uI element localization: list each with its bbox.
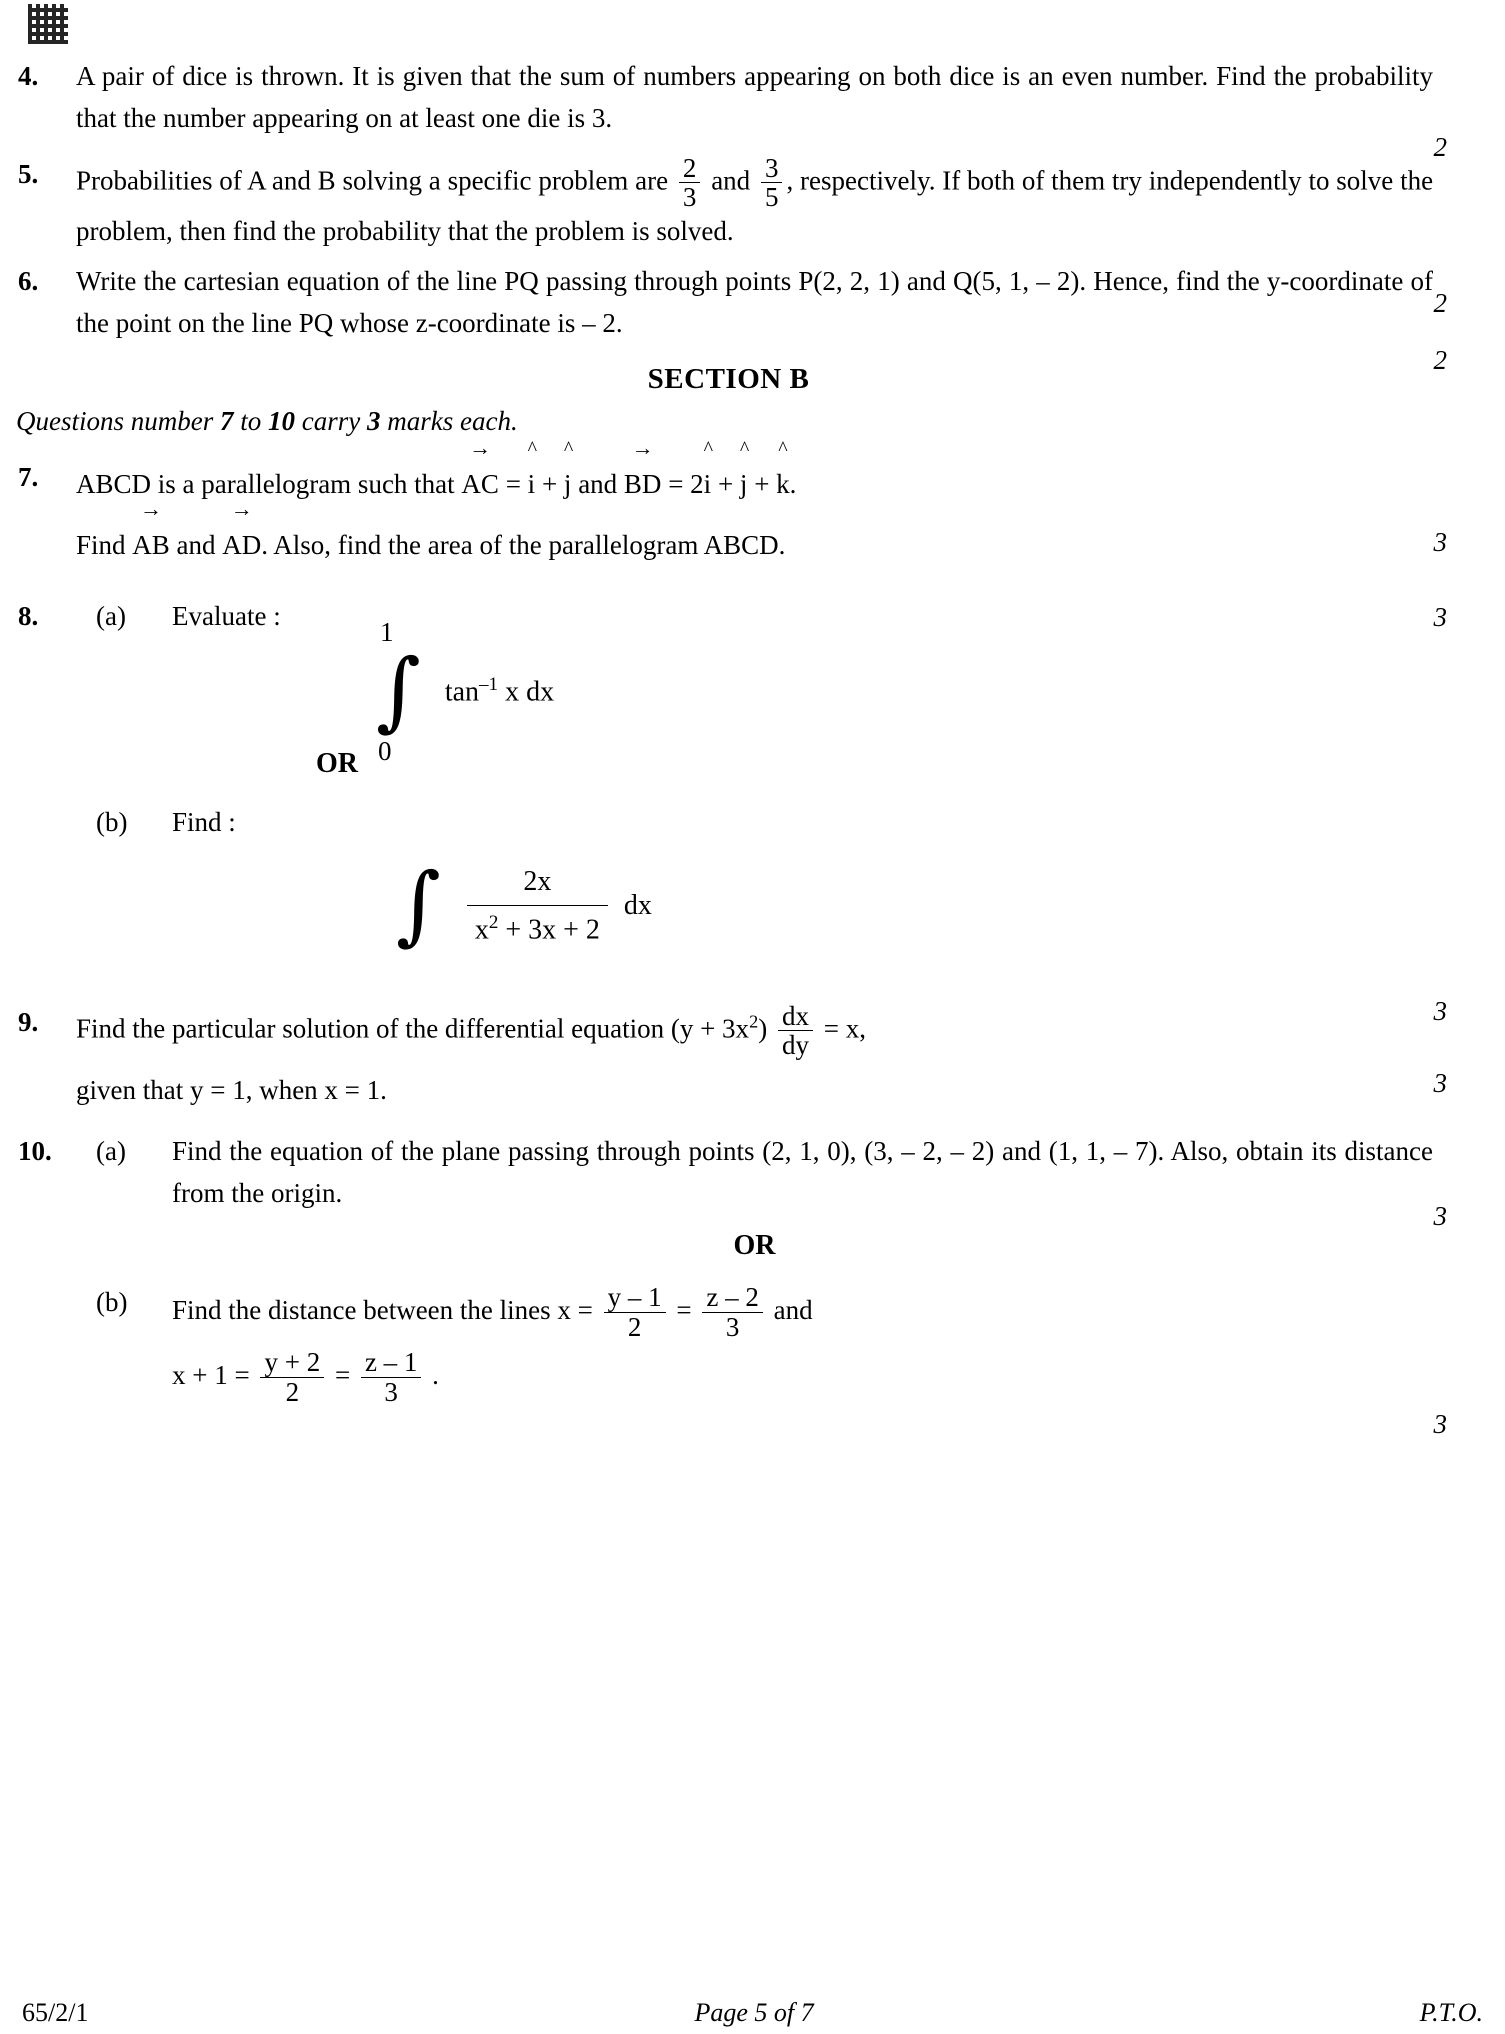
hat-icon: ^ [778,437,788,460]
vector-label: AC [461,468,499,499]
q9-text-b: ) [758,1013,768,1044]
unit-vector-j-2 [739,437,750,510]
fraction-denominator: 2 [627,1311,642,1342]
q7-eq2: = [668,468,684,499]
q5-comma: , [786,165,794,196]
or-separator: OR [733,1230,776,1262]
question-text [76,154,1447,254]
unit-vector-label: j [563,468,572,499]
den-rest: + 3x + 2 [498,914,600,946]
vector-label: AB [132,530,170,561]
question-text [76,434,1447,572]
q7-plus1: + [541,468,558,499]
q7-line2-and: and [176,530,216,561]
fraction-denominator: dy [782,1030,809,1061]
note-prefix: Questions number [16,405,220,436]
question-10-option-b [76,1282,1433,1406]
q9-line2: given that y = 1, when x = 1. [76,1075,387,1106]
q7-two: 2 [690,468,704,499]
q10b-line2-a: x + 1 = [172,1359,250,1390]
question-10-option-a [76,1131,1433,1215]
marks-value: 3 [1433,995,1447,1026]
question-text [76,596,1447,962]
fraction-denominator: 2 [285,1376,300,1407]
question-number: 6. [18,266,39,297]
integrand-fraction [467,860,608,952]
q7-period: . [789,468,797,499]
question-number: 7. [18,461,39,492]
question-text: Write the cartesian equation of the line PQ passing through points P(2, 2, 1) and Q(5, 1, – 2). Hence, find the y-coordinate of the point on the line PQ whose z-coordinate is – 2. [76,266,1433,339]
question-number: 5. [18,158,39,189]
q10b-eq: = [676,1294,692,1325]
fraction-z-minus-1-over-3 [361,1348,421,1406]
q10b-eq2: = [334,1359,351,1390]
option-text: Find : [172,806,236,837]
or-separator: OR [316,748,358,780]
note-from: 7 [220,405,234,436]
option-label: (a) [96,1135,126,1166]
q7-line2-rest: . Also, find the area of the parallelogram ABCD. [261,530,786,561]
vector-bd [623,434,662,510]
fraction-three-fifths [761,154,783,212]
q5-text-part2: respectively. If both of them try independently to solve the problem, then find the probability that the problem is solved. [76,165,1434,247]
q5-text-part1: Probabilities of A and B solving a specific problem are [76,165,669,196]
note-marks: 3 [367,405,381,436]
integrand-var: x dx [505,676,555,708]
integrand-exponent: –1 [479,674,499,696]
fraction-two-thirds [679,154,701,212]
marks-value: 2 [1433,345,1447,376]
q7-plus3: + [754,468,770,499]
marks-value: 3 [1433,1200,1447,1231]
integrand-fn: tan [444,676,480,708]
option-label: (a) [96,600,126,631]
vector-arrow-icon: → [230,496,253,522]
vector-arrow-icon: → [631,434,654,460]
q10b-text: Find the distance between the lines [172,1294,551,1325]
marks-value: 2 [1433,132,1447,162]
note-to: 10 [268,405,296,436]
integral-sign-icon: ∫ [396,855,441,956]
hat-icon: ^ [563,437,574,460]
page-footer [0,1998,1505,2028]
marks-value: 3 [1433,601,1447,632]
unit-vector-i-2 [703,437,714,510]
vector-label: AD [222,530,262,561]
marks-value: 2 [1433,287,1447,318]
question-4 [10,56,1447,162]
question-number: 10. [18,1135,52,1166]
fraction-numerator: y + 2 [260,1348,324,1377]
integral-lower-limit: 0 [378,735,392,766]
q7-plus2: + [717,468,734,499]
fraction-denominator: 5 [764,182,779,213]
question-text [76,1131,1447,1406]
fraction-numerator: y – 1 [604,1283,666,1312]
option-label: (b) [96,1286,128,1317]
fraction-z-minus-2-over-3 [702,1283,762,1341]
vector-arrow-icon: → [140,496,163,522]
marks-value: 3 [1433,526,1447,557]
q9-text-c: = x, [823,1013,866,1044]
note-mid: to [233,405,269,436]
question-9 [10,1002,1447,1117]
unit-vector-i [527,437,538,510]
fraction-numerator: 2 [679,154,701,183]
q10b-period: . [432,1359,439,1390]
vector-ab [132,496,170,571]
q10b-and: and [773,1294,813,1325]
q7-and: and [578,468,618,499]
fraction-denominator [467,906,608,952]
unit-vector-label: i [703,468,712,499]
option-text: Evaluate : [172,600,281,631]
question-number: 4. [18,61,39,91]
question-7 [10,434,1447,572]
fraction-dx-dy [778,1002,813,1060]
fraction-numerator: dx [778,1002,813,1031]
turn-over-label: P.T.O. [1419,1998,1483,2027]
unit-vector-label: k [776,468,790,499]
vector-arrow-icon: → [469,434,492,460]
note-carry: carry [295,405,367,436]
page-number: Page 5 of 7 [694,1998,814,2027]
den-base: x [474,914,489,946]
fraction-denominator: 3 [725,1311,740,1342]
unit-vector-label: i [527,468,536,499]
fraction-y-minus-1-over-2 [604,1283,666,1341]
question-text: A pair of dice is thrown. It is given that the sum of numbers appearing on both dice is an even number. Find the probability that the number appearing on at least one die is 3. [76,61,1433,133]
fraction-denominator: 3 [682,182,697,213]
vector-ac [461,434,499,510]
integrand [427,670,554,714]
question-number: 9. [18,1006,39,1037]
marks-value: 3 [1433,1408,1447,1439]
note-suffix: marks each. [380,405,518,436]
den-exponent: 2 [488,912,499,934]
q9-text-a: Find the particular solution of the differential equation (y + 3x [76,1013,750,1044]
option-text: Find the equation of the plane passing through points (2, 1, 0), (3, – 2, – 2) and (1, 1, – 7). Also, obtain its distance from the origin. [172,1135,1433,1208]
question-8 [10,596,1447,1026]
integral-dx: dx [623,890,652,922]
vector-ad [222,496,262,571]
hat-icon: ^ [527,437,538,460]
fraction-y-plus-2-over-2 [260,1348,324,1406]
question-text [76,1002,1447,1117]
marks-value: 3 [1433,1067,1447,1098]
question-10 [10,1131,1447,1439]
section-heading: SECTION B [647,362,810,395]
unit-vector-k [776,437,790,510]
q7-find: Find [76,530,126,561]
q5-and: and [711,165,751,196]
fraction-numerator: z – 2 [702,1283,762,1312]
fraction-denominator: 3 [384,1376,398,1407]
q9-exponent: 2 [749,1011,759,1032]
question-6 [10,261,1447,376]
q7-line1-text: ABCD is a parallelogram such that [76,468,455,499]
unit-vector-label: j [739,468,748,499]
section-note [16,406,1447,437]
q10b-x-eq: x = [557,1294,593,1325]
fraction-numerator: 2x [467,860,608,906]
unit-vector-j [563,437,574,510]
vector-label: BD [623,468,662,499]
indefinite-integral [76,855,1433,956]
qr-code-icon [28,4,68,44]
question-8-option-a [76,596,1433,638]
question-number: 8. [18,600,39,631]
hat-icon: ^ [703,437,714,460]
paper-code: 65/2/1 [22,1998,89,2027]
hat-icon: ^ [739,437,750,460]
option-text [172,1282,1433,1406]
integral-upper-limit: 1 [380,617,394,648]
fraction-numerator: 3 [761,154,783,183]
q7-eq1: = [505,468,521,499]
integral-sign-icon: ∫ 1 0 [376,617,421,766]
question-8-option-b [76,802,1433,844]
fraction-numerator: z – 1 [361,1348,421,1377]
option-label: (b) [96,806,128,837]
